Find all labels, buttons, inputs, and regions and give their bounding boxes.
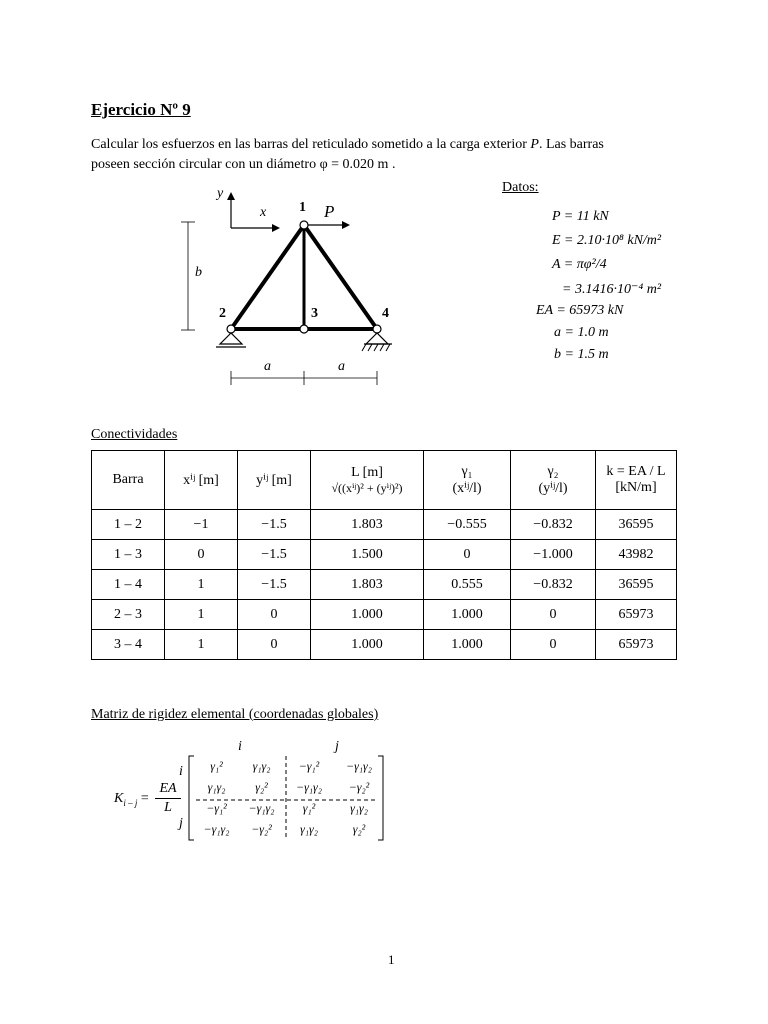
- node-1: [300, 221, 308, 229]
- intro-line1-b: . Las barras: [538, 137, 604, 152]
- node-2-label: 2: [219, 306, 226, 321]
- page-number: 1: [388, 952, 395, 967]
- bar-1-2: [231, 225, 304, 329]
- conectividades-table: [91, 450, 677, 660]
- header-yij: yⁱʲ [m]: [238, 451, 311, 510]
- problem-statement: [91, 135, 695, 175]
- intro-line1-var: P: [530, 137, 539, 152]
- datos-A-value: = 3.1416·10⁻⁴ m²: [562, 282, 662, 297]
- fraction-denominator: L: [164, 800, 172, 815]
- matrix-col-j-label: j: [335, 739, 339, 754]
- datos-EA: EA = 65973 kN: [536, 303, 624, 318]
- node-4-label: 4: [382, 306, 389, 321]
- table-row: 1 – 4 1 −1.5 1.803 0.555 −0.832 36595: [92, 570, 677, 600]
- exercise-title: Ejercicio Nº 9: [91, 100, 191, 119]
- matrix-lhs-subscript: i – j: [123, 797, 138, 808]
- conectividades-title: Conectividades: [91, 427, 178, 442]
- table-row: 1 – 3 0 −1.5 1.500 0 −1.000 43982: [92, 540, 677, 570]
- datos-P: P = 11 kN: [552, 209, 609, 224]
- datos-b: b = 1.5 m: [554, 347, 609, 362]
- table-row: 1 – 2 −1 −1.5 1.803 −0.555 −0.832 36595: [92, 510, 677, 540]
- header-gamma2: γ₂ (yⁱʲ/l): [511, 451, 596, 510]
- header-k: k = EA / L [kN/m]: [596, 451, 677, 510]
- datos-A: A = πφ²/4: [552, 257, 607, 272]
- header-gamma1: γ₁ (xⁱʲ/l): [424, 451, 511, 510]
- dimension-a-label-left: a: [264, 359, 271, 374]
- pin-support-icon: [220, 333, 242, 344]
- matrix-row-j-label: j: [179, 816, 183, 831]
- table-row: 2 – 3 1 0 1.000 1.000 0 65973: [92, 600, 677, 630]
- dimension-a-label-right: a: [338, 359, 345, 374]
- matrix-row-i-label: i: [179, 764, 183, 779]
- load-label: P: [324, 202, 335, 221]
- node-4: [373, 325, 381, 333]
- datos-a: a = 1.0 m: [554, 325, 609, 340]
- x-axis-arrowhead: [272, 224, 280, 232]
- header-xij: xⁱʲ [m]: [165, 451, 238, 510]
- intro-line2: poseen sección circular con un diámetro φ = 0.020 m .: [91, 157, 396, 172]
- node-2: [227, 325, 235, 333]
- datos-title: Datos:: [502, 180, 539, 195]
- axis-x-label: x: [260, 205, 267, 220]
- axis-y-label: y: [217, 186, 224, 201]
- load-arrowhead: [342, 221, 350, 229]
- matriz-title: Matriz de rigidez elemental (coordenadas globales): [91, 707, 379, 722]
- fraction-numerator: EA: [155, 780, 181, 799]
- header-L: L [m] √((xⁱʲ)² + (yⁱʲ)²): [311, 451, 424, 510]
- table-header-row: [92, 451, 677, 510]
- table-row: 3 – 4 1 0 1.000 1.000 0 65973: [92, 630, 677, 660]
- matrix-col-i-label: i: [238, 739, 242, 754]
- dimension-b-label: b: [195, 265, 202, 280]
- y-axis-arrowhead: [227, 192, 235, 200]
- node-1-label: 1: [299, 200, 306, 215]
- node-3: [300, 325, 308, 333]
- matrix-fraction: [155, 780, 181, 817]
- node-3-label: 3: [311, 306, 318, 321]
- header-barra: Barra: [92, 451, 165, 510]
- fixed-support-icon: [366, 333, 388, 344]
- matrix-lhs: $K_{i - j}$ =: [114, 791, 149, 808]
- intro-line1-a: Calcular los esfuerzos en las barras del reticulado sometido a la carga exterior: [91, 137, 531, 152]
- matrix-cells: γ₁² γ₁γ₂ −γ₁² −γ₁γ₂ γ₁γ₂ γ₂² −γ₁γ₂ −γ₂² −γ₁² −γ₁γ₂ γ₁² γ₁γ₂ −γ₁γ₂ −γ₂² γ₁γ₂ γ₂²: [203, 759, 372, 836]
- datos-E: E = 2.10·10⁸ kN/m²: [552, 233, 662, 248]
- truss-diagram: [170, 180, 410, 390]
- matrix-lhs-symbol: K: [114, 791, 124, 806]
